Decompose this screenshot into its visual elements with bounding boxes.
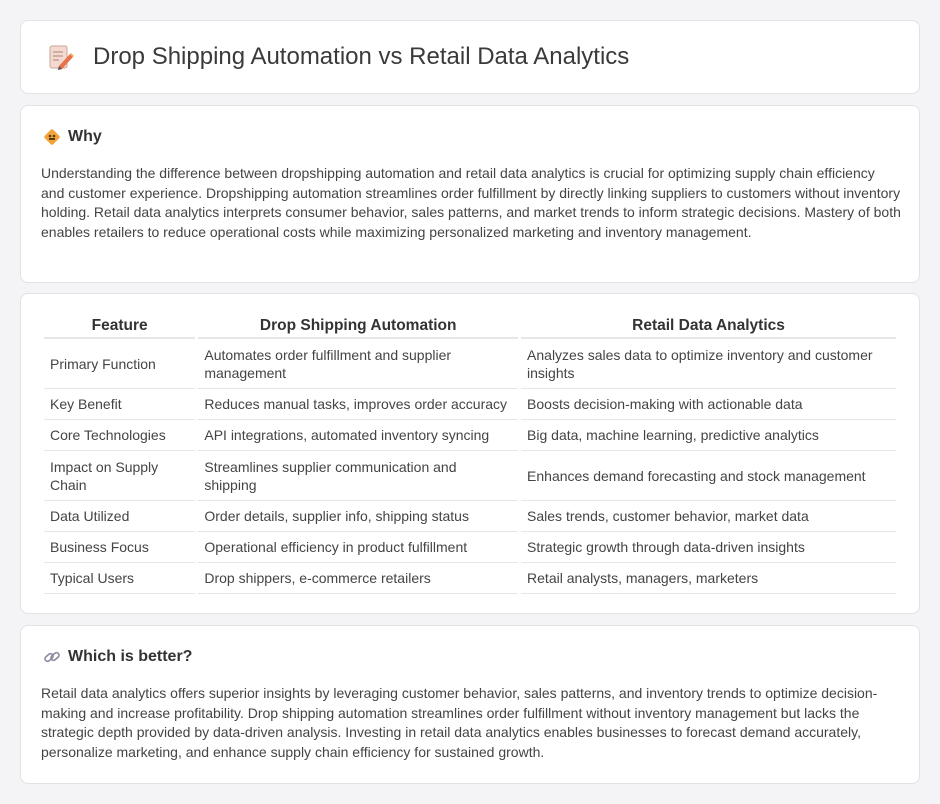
table-cell: Reduces manual tasks, improves order accuracy	[198, 389, 518, 420]
table-cell: Operational efficiency in product fulfillment	[198, 532, 518, 563]
comparison-table-card	[20, 293, 920, 614]
header-retail-analytics: Retail Data Analytics	[521, 315, 896, 339]
table-cell: Key Benefit	[44, 389, 195, 420]
table-cell: Impact on Supply Chain	[44, 451, 195, 501]
why-section	[20, 105, 920, 283]
table-row	[44, 451, 896, 501]
header-drop-shipping: Drop Shipping Automation	[198, 315, 518, 339]
table-row	[44, 563, 896, 594]
why-heading	[43, 128, 102, 146]
page-title: Drop Shipping Automation vs Retail Data Analytics	[93, 43, 630, 70]
document-pencil-icon	[45, 42, 75, 72]
table-cell: Automates order fulfillment and supplier management	[198, 339, 518, 389]
table-row	[44, 501, 896, 532]
header-feature: Feature	[44, 315, 195, 339]
table-cell: Big data, machine learning, predictive analytics	[521, 420, 896, 451]
table-cell: Streamlines supplier communication and shipping	[198, 451, 518, 501]
table-header-row	[44, 315, 896, 339]
table-cell: Data Utilized	[44, 501, 195, 532]
why-title: Why	[68, 128, 102, 145]
table-cell: Sales trends, customer behavior, market data	[521, 501, 896, 532]
link-icon	[43, 648, 61, 666]
comparison-table	[41, 315, 899, 594]
diamond-sign-icon	[43, 128, 61, 146]
table-cell: Typical Users	[44, 563, 195, 594]
table-row	[44, 389, 896, 420]
which-better-section	[20, 625, 920, 784]
table-row	[44, 420, 896, 451]
table-cell: Strategic growth through data-driven insights	[521, 532, 896, 563]
table-cell: Business Focus	[44, 532, 195, 563]
table-cell: Enhances demand forecasting and stock management	[521, 451, 896, 501]
table-cell: Drop shippers, e-commerce retailers	[198, 563, 518, 594]
table-row	[44, 339, 896, 389]
table-cell: API integrations, automated inventory syncing	[198, 420, 518, 451]
better-text: Retail data analytics offers superior insights by leveraging customer behavior, sales patterns, and inventory trends to optimize decision-making and increase profitability. Drop shipping automation streamlines order fulfillment without inventory management but lacks the strategic depth provided by data-driven analysis. Investing in retail data analytics enables businesses to forecast demand accurately, personalize marketing, and enhance supply chain efficiency for sustained growth.	[41, 685, 878, 760]
table-cell: Analyzes sales data to optimize inventory and customer insights	[521, 339, 896, 389]
table-cell: Primary Function	[44, 339, 195, 389]
title-card	[20, 20, 920, 94]
table-cell: Order details, supplier info, shipping status	[198, 501, 518, 532]
better-heading	[43, 648, 192, 666]
table-row	[44, 532, 896, 563]
table-cell: Boosts decision-making with actionable data	[521, 389, 896, 420]
better-title: Which is better?	[68, 648, 193, 665]
table-cell: Core Technologies	[44, 420, 195, 451]
table-cell: Retail analysts, managers, marketers	[521, 563, 896, 594]
why-text: Understanding the difference between dropshipping automation and retail data analytics is crucial for optimizing supply chain efficiency and customer experience. Dropshipping automation streamlines order fulfillment by directly linking suppliers to customers without inventory holding. Retail data analytics interprets consumer behavior, sales patterns, and market trends to inform strategic decisions. Mastery of both enables retailers to reduce operational costs while maximizing personalized marketing and inventory management.	[41, 165, 901, 240]
